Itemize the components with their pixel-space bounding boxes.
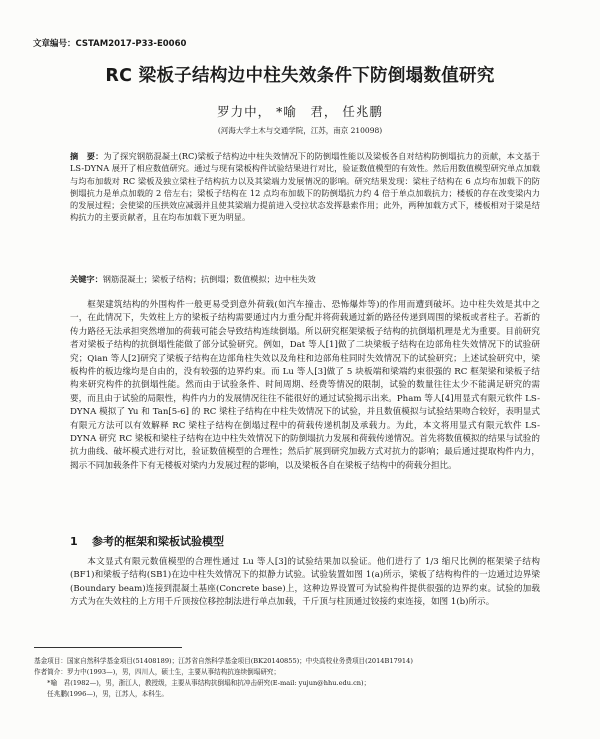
author-list: 罗力中， *喻 君， 任兆鹏 xyxy=(217,104,383,119)
abstract-label: 摘 要： xyxy=(70,151,104,161)
section-number: 1 xyxy=(70,535,78,548)
introduction xyxy=(70,299,540,473)
footnote-author-1: 作者简介：罗力中(1993—)，男，四川人，硕士生，主要从事结构抗连续倒塌研究； xyxy=(34,668,281,676)
footnote-funding: 基金项目：国家自然科学基金项目(51408189)；江苏省自然科学基金项目(BK20140855)；中央高校业务费项目(2014B17914) xyxy=(34,657,413,665)
section-paragraph: 本文显式有限元数值模型的合理性通过 Lu 等人[3]的试验结果加以验证。他们进行了 1/3 缩尺比例的框架梁子结构(BF1)和梁板子结构(SB1)在边中柱失效情况下的拟静力试验。试验装置如图 1(a)所示，梁板了结构构件的一边通过边界梁(Boundary beam)连接到混凝土基座(Concrete base)上，这种边界设置可为试验构件提供很强的边界约束。试验的加载方式为在失效柱的上方用千斤顶按位移控制法进行单点加载，千斤顶与柱顶通过铰接约束连接，如图 1(b)所示。 xyxy=(70,557,540,608)
paper-title: RC 梁板子结构边中柱失效条件下防倒塌数值研究 xyxy=(105,66,495,86)
section-body xyxy=(70,556,540,610)
abstract-text: 为了探究钢筋混凝土(RC)梁板子结构边中柱失效情况下的防倒塌性能以及梁板各自对结构防倒塌抗力的贡献，本文基于 LS-DYNA 展开了相应数值研究。通过与现有梁板构件试验结果进行对比，验证数值模型的有效性。然后用数值模型研究单点加载与均布加载对 RC 梁板及独立梁柱子结构抗力以及其梁端力发展情况的影响。研究结果发现：梁柱子结构在 6 点均布加载下的防倒塌抗力是单点加载的 2 倍左右；梁板子结构在 12 点均布加载下的防倒塌抗力约 4 倍于单点加载抗力；楼板的存在改变梁内力的发展过程；会使梁的压拱效应减弱并且使其梁端力提前进入受拉状态发挥悬索作用；此外，两种加载方式下，楼板相对于梁是结构抗力的主要贡献者，且在均布加载下更为明显。 xyxy=(70,151,540,223)
section-heading xyxy=(70,533,224,549)
keywords xyxy=(70,273,540,285)
footnote-author-2: *喻 君(1982—)，男，浙江人，教授级，主要从事结构抗倒塌和抗冲击研究(E-mail: yujun@hhu.edu.cn)； xyxy=(34,679,371,687)
section-title: 参考的框架和梁板试验模型 xyxy=(92,535,224,548)
footnote-divider xyxy=(34,647,182,648)
affiliation: (河海大学土木与交通学院，江苏，南京 210098) xyxy=(217,126,383,135)
intro-paragraph: 框架建筑结构的外围构件一般更易受到意外荷载(如汽车撞击、恐怖爆炸等)的作用而遭到破坏。边中柱失效是其中之一，在此情况下，失效柱上方的梁板子结构需要通过内力重分配并将荷载通过新的路径传递到周围的梁板或者柱子。若新的传力路径无法承担突然增加的荷载可能会导致结构连续倒塌。所以研究框架梁板子结构的抗倒塌机理是尤为重要。目前研究者对梁板子结构的抗倒塌性能做了部分试验研究。例如，Dat 等人[1]做了二块梁板子结构在边部角柱失效情况下的试验研究；Qian 等人[2]研究了梁板子结构在边部角柱失效以及角柱和边部角柱同时失效情况下的试验研究；上述试验研究中，梁板构件的板边缘均是自由的，没有较强的边界约束。而 Lu 等人[3]做了 5 块板端和梁端约束很强的 RC 框架梁和梁板子结构来研究构件的抗倒塌性能。然而由于试验条件、时间周期、经费等情况的限制，试验的数量往往太少不能满足研究的需要，而且由于试验的局限性，构件内力的发展情况往往不能很好的通过试验揭示出来。Pham 等人[4]用显式有限元软件 LS-DYNA 模拟了 Yu 和 Tan[5-6] 的 RC 梁柱子结构在中柱失效情况下的试验，并且数值模拟与试验结果吻合较好，表明显式有限元方法可以有效解释 RC 梁柱子结构在倒塌过程中的荷载传递机制及承载力。为此，本文将用显式有限元软件 LS-DYNA 研究 RC 梁板和梁柱子结构在边中柱失效情况下的防倒塌抗力发展和荷载传递情况。首先将数值模拟的结果与试验的抗力曲线、破坏模式进行对比，验证数值模型的合理性；然后扩展到研究加载方式对抗力的影响；最后通过提取构件内力，揭示不同加载条件下有无楼板对梁内力发展过程的影响，以及梁板各自在梁板子结构中的荷载分担比。 xyxy=(70,300,540,471)
article-number: 文章编号：CSTAM2017-P33-E0060 xyxy=(33,39,187,49)
footnotes xyxy=(34,656,554,700)
keywords-label: 关键字： xyxy=(70,274,103,284)
keywords-text: 钢筋混凝土；梁板子结构；抗倒塌；数值模拟；边中柱失效 xyxy=(102,274,316,284)
abstract xyxy=(70,150,540,224)
footnote-author-3: 任兆鹏(1996—)，男，江苏人，本科生。 xyxy=(34,690,169,698)
